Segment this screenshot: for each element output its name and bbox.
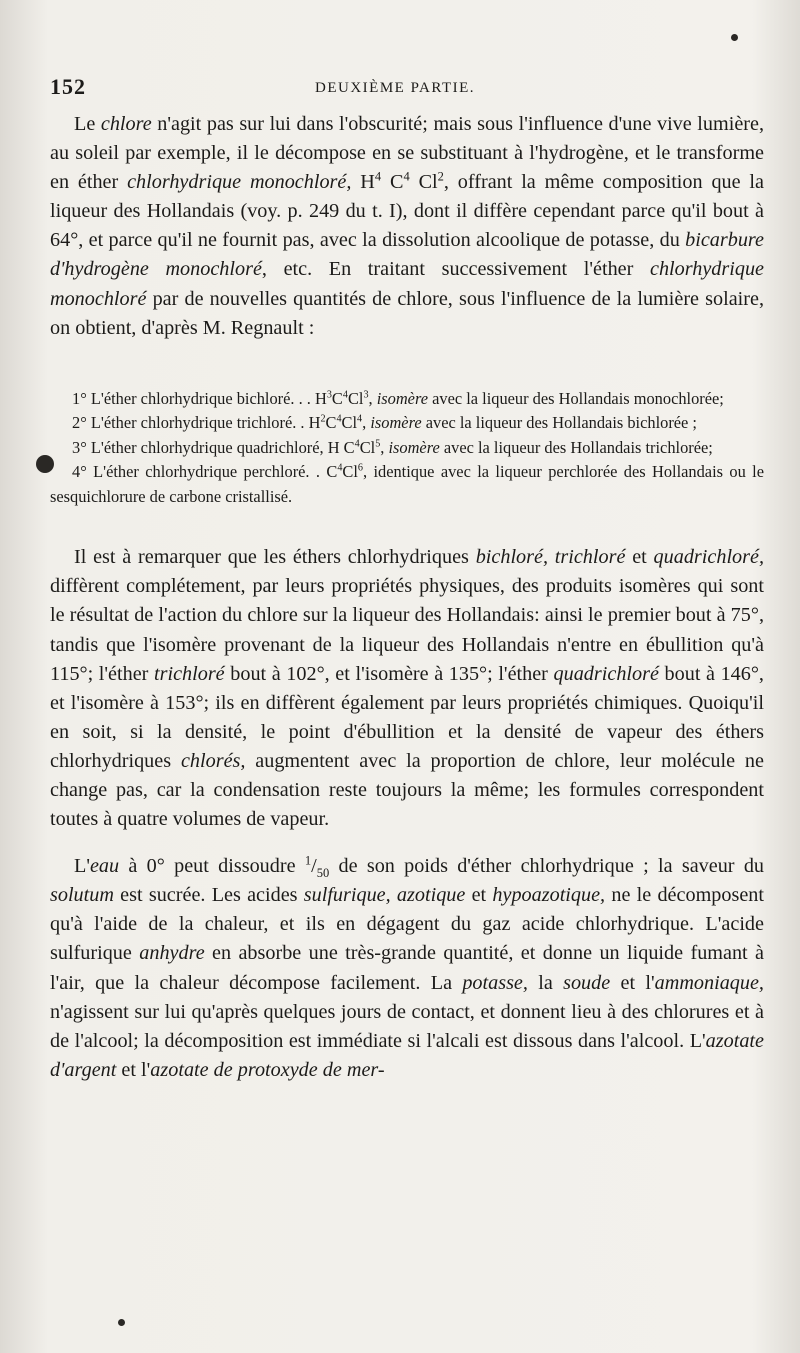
list-item: 1° L'éther chlorhydrique bichloré. . . $H^3C^4Cl^3$, isomère avec la liqueur des Hollandais monochlorée; [72,388,724,408]
list-item: 3° L'éther chlorhydrique quadrichloré, H $C^4Cl^5$, isomère avec la liqueur des Hollandais trichlorée; [72,437,713,457]
paragraph: Le chlore n'agit pas sur lui dans l'obscurité; mais sous l'influence d'une vive lumière, au soleil par exemple, il le décompose en se substituant à l'hydrogène, et le transforme en éther chlorhydrique monochloré, $H^4$ $C^4$ Cl$^2$, offrant la même composition que la liqueur des Hollandais (voy. p. 249 du t. I), dont il diffère cependant parce qu'il bout à 64°, et parce qu'il ne fournit pas, avec la dissolution alcoolique de potasse, du bicarbure d'hydrogène monochloré, etc. En traitant successivement l'éther chlorhydrique monochloré par de nouvelles quantités de chlore, sous l'influence de la lumière solaire, on obtient, d'après M. Regnault : [50,113,765,339]
compound-list [50,387,764,510]
paragraph: L'eau à 0° peut dissoudre $^1/_{50}$ de son poids d'éther chlorhydrique ; la saveur du solutum est sucrée. Les acides sulfurique, azotique et hypoazotique, ne le décomposent qu'à l'aide de la chaleur, et ils en dégagent du gaz acide chlorhydrique. L'acide sulfurique anhydre en absorbe une très-grande quantité, et donne un liquide fumant à l'air, que la chaleur décompose facilement. La potasse, la soude et l'ammoniaque, n'agissent sur lui qu'après quelques jours de contact, et donnent lieu à des chlorures et à de l'alcool; la décomposition est immédiate si l'alcali est dissous dans l'alcool. L'azotate d'argent et l'azotate de protoxyde de mer- [50,853,765,1081]
ink-spot [118,1319,125,1326]
paragraph: Il est à remarquer que les éthers chlorhydriques bichloré, trichloré et quadrichloré, diffèrent complétement, par leurs propriétés physiques, des produits isomères qui sont le résultat de l'action du chlore sur la liqueur des Hollandais: ainsi le premier bout à 75°, tandis que l'isomère provenant de la liqueur des Hollandais n'entre en ébullition qu'à 115°; l'éther trichloré bout à 102°, et l'isomère à 135°; l'éther quadrichloré bout à 146°, et l'isomère à 153°; ils en diffèrent également par leurs propriétés chimiques. Quoiqu'il en soit, si la densité, le point d'ébullition et la densité de vapeur des éthers chlorhydriques chlorés, augmentent avec la proportion de chlore, leur molécule ne change pas, car la condensation reste toujours la même; les formules correspondent toutes à quatre volumes de vapeur. [50,546,765,831]
page-header [50,74,760,104]
ink-spot [731,34,738,41]
page-number: 152 [50,74,86,99]
running-head: DEUXIÈME PARTIE. [315,80,476,96]
list-item: 2° L'éther chlorhydrique trichloré. . $H^2C^4Cl^4$, isomère avec la liqueur des Hollandais bichlorée ; [72,413,697,433]
body-text [50,110,764,1085]
list-item: 4° L'éther chlorhydrique perchloré. . $C^4Cl^6$, identique avec la liqueur perchlorée des Hollandais ou le sesquichlorure de carbone cristallisé. [50,462,764,506]
